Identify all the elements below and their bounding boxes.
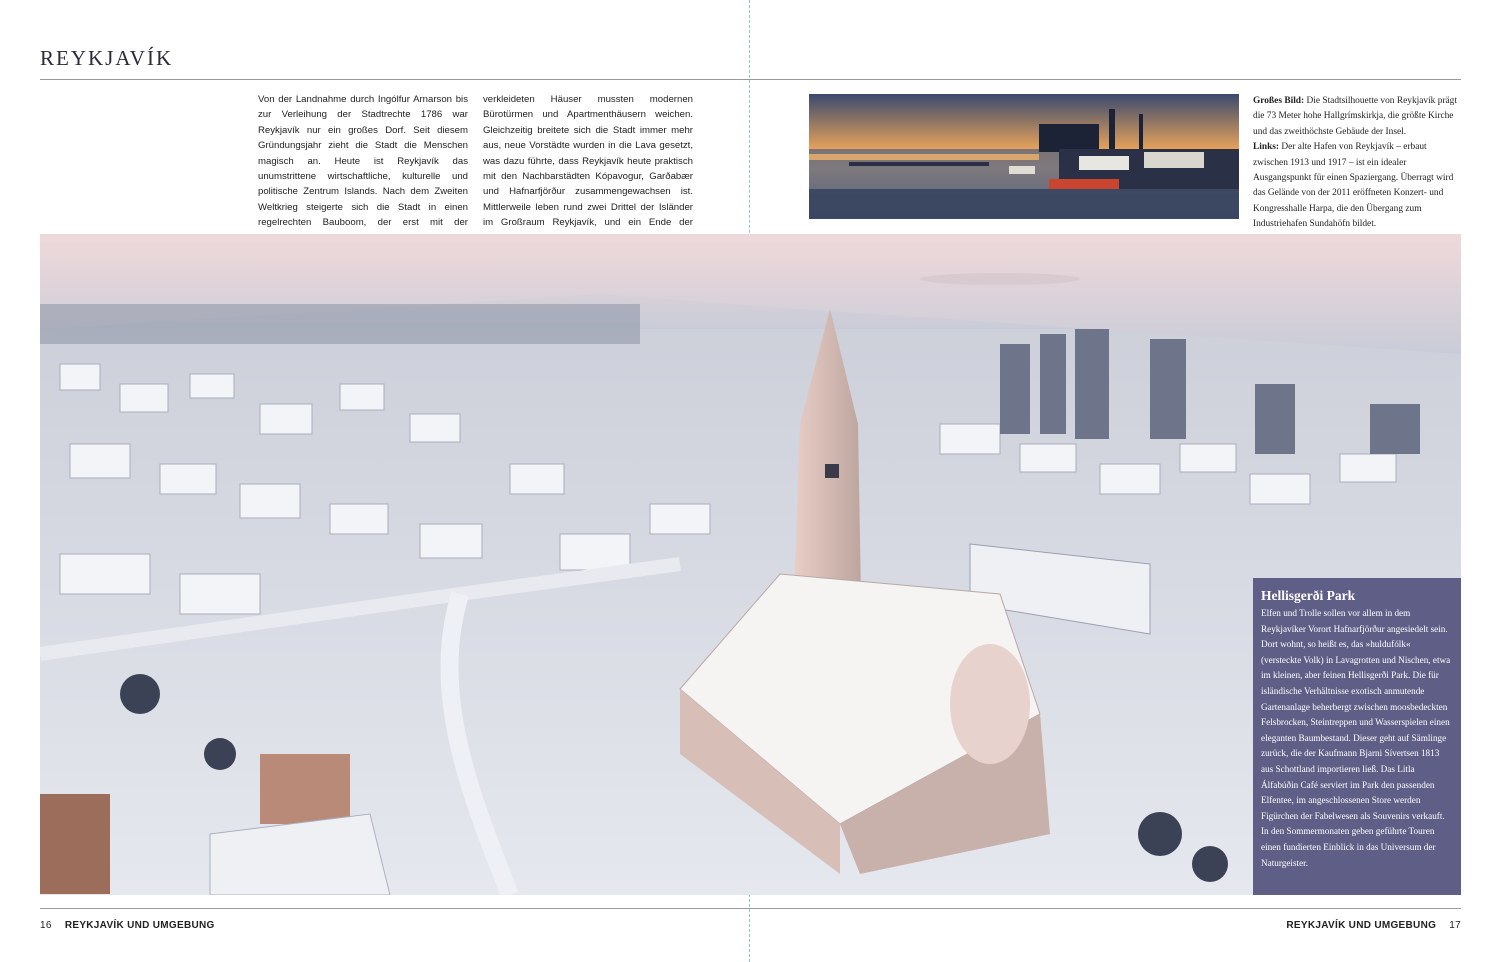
article-text-1: Von der Landnahme durch Ingólfur Arnarson bis zur Verleihung der Stadtrechte 1786 war Reykjavík nur ein großes Dorf. Seit diesem Gründungsjahr zieht die Stadt die Menschen magisch an. Heute ist Reykjavík das unumstrittene wirtschaftliche, kulturelle und politische Zentrum Islands. Nach dem Zweiten Weltkrieg steigerte sich die Stadt in einen regelrechten Bauboom, der erst mit der [258, 94, 468, 229]
footer-left [40, 920, 215, 931]
caption-text-2: Der alte Hafen von Reykjavík – erbaut zwischen 1913 und 1917 – ist ein idealer Ausgangspunkt für einen Spaziergang. Überragt wird das Gelände von der 2011 eröffneten Konzert- und Kongresshalle Harpa, die den Übergang zum Industriehafen Sundahöfn bildet. [1253, 142, 1454, 230]
caption-lead-2: Links: [1253, 142, 1280, 153]
footer-label-right: REYKJAVÍK UND UMGEBUNG [1286, 920, 1437, 931]
caption-lead-1: Großes Bild: [1253, 96, 1305, 106]
caption-text-1: Die Stadtsilhouette von Reykjavík prägt die 73 Meter hohe Hallgrímskirkja, die größte Kirche und das zweithöchste Gebäude der Insel. [1253, 96, 1457, 137]
page-number-left: 16 [40, 920, 52, 931]
infobox-title: Hellisgerði Park [1261, 588, 1356, 603]
hellisgerdi-park-infobox [1253, 578, 1461, 895]
article-text-2: verkleideten Häuser mussten modernen Bürotürmen und Apartmenthäusern weichen. Gleichzeitig breitete sich die Stadt immer mehr aus, neue Vorstädte wurden in die Lava gesetzt, was dazu führte, dass Reykjavík heute praktisch mit den Nachbarstädten Kópavogur, Garðabær und Hafnarfjörður zusammengewachsen ist. Mittlerweile leben rund zwei Drittel der Isländer im Großraum Reykjavík, und ein Ende der [483, 94, 693, 229]
city-aerial-photo [40, 234, 1461, 895]
footer-right [1286, 920, 1461, 931]
infobox-text: Elfen und Trolle sollen vor allem in dem Reykjavíker Vorort Hafnarfjörður angesiedelt sein. Dort wohnt, so heißt es, das »huldufólk« (versteckte Volk) in Lavagrotten und Nischen, etwa im kleinen, aber feinen Hellisgerði Park. Die für isländische Verhältnisse exotisch anmutende Gartenanlage beherbergt zwischen moosbedeckten Felsbrocken, Steintreppen und Wasserspielen einen eleganten Baumbestand. Dieser geht auf Sämlinge zurück, die der Kaufmann Bjarni Sívertsen 1813 aus Schottland importieren ließ. Das Litla Álfabúðin Café serviert im Park den passenden Elfentee, im angeschlossenen Store werden Figürchen der Fabelwesen als Souvenirs verkauft. In den Sommermonaten geben geführte Touren einen fundierten Einblick in das Universum der Naturgeister. [1261, 608, 1451, 868]
article-column-2 [483, 92, 693, 246]
section-title: REYKJAVÍK [40, 46, 174, 70]
footer-rule [40, 908, 1461, 909]
header-rule [40, 79, 1461, 80]
footer-label-left: REYKJAVÍK UND UMGEBUNG [64, 920, 215, 931]
page-number-right: 17 [1449, 920, 1461, 931]
photo-caption [1253, 94, 1461, 233]
harbour-photo [809, 94, 1239, 219]
